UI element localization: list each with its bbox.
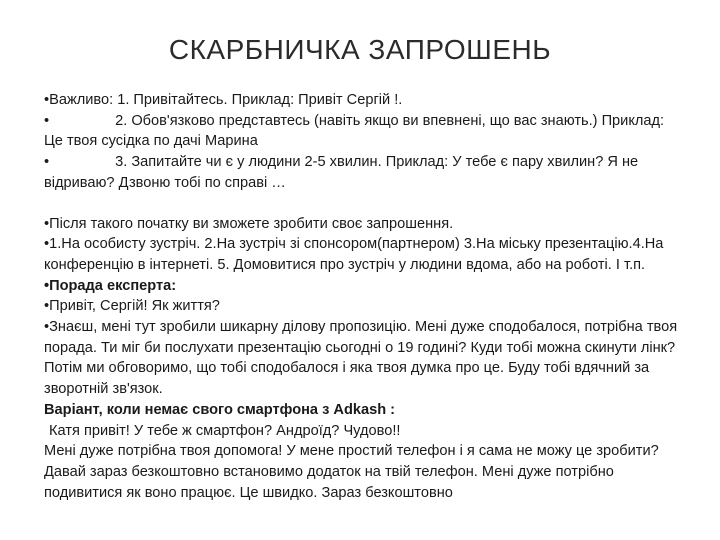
example-katya: Катя привіт! У тебе ж смартфон? Андроїд? Чудово!!: [49, 422, 401, 439]
tip-ask-time: [44, 152, 684, 193]
example-offer: •Знаєш, мені тут зробили шикарну ділову пропозицію. Мені дуже сподобалося, потрібна твоя порада. Ти міг би послухати презентацію сьогодні о 19 годині? Куди тобі можна скинути лінк? Потім ми обговоримо, що тобі сподобалося і яка твоя думка про це. Буду тобі вдячний за зворотній зв'язок.: [44, 319, 678, 398]
tip-greeting: •Важливо: 1. Привітайтесь. Приклад: Привіт Сергій !.: [44, 92, 403, 108]
example-help: Мені дуже потрібна твоя допомога! У мене простий телефон і я сама не можу це зробити? Давай зараз безкоштовно встановимо додаток на твій телефон. Мені дуже потрібно подивитися як воно працює. Це швидко. Зараз безкоштовно: [44, 443, 659, 501]
bullet: •: [44, 112, 50, 129]
example-greeting: •Привіт, Сергій! Як життя?: [44, 298, 220, 315]
slide-title: СКАРБНИЧКА ЗАПРОШЕНЬ: [168, 34, 552, 65]
tip-introduce: [44, 111, 684, 152]
bullet: •: [44, 154, 50, 171]
after-start: •Після такого початку ви зможете зробити своє запрошення.: [44, 215, 454, 232]
tip-introduce-text: 2. Обов'язково представтесь (навіть якщо ви впевнені, що вас знають.) Приклад: Це твоя сусідка по дачі Марина: [44, 112, 665, 150]
slide-body: [44, 90, 684, 503]
expert-advice-heading: •Порада експерта:: [44, 277, 177, 294]
tip-ask-time-text: 3. Запитайте чи є у людини 2-5 хвилин. Приклад: У тебе є пару хвилин? Я не відриваю? Дзвоню тобі по справі …: [44, 154, 639, 191]
no-smartphone-heading: Варіант, коли немає свого смартфона з Adkash :: [44, 401, 396, 418]
invitation-types: •1.На особисту зустріч. 2.На зустріч зі спонсором(партнером) 3.На міську презентацію.4.На конференцію в інтернеті. 5. Домовитися про зустріч у людини вдома, або на роботі. І т.п.: [44, 236, 664, 273]
